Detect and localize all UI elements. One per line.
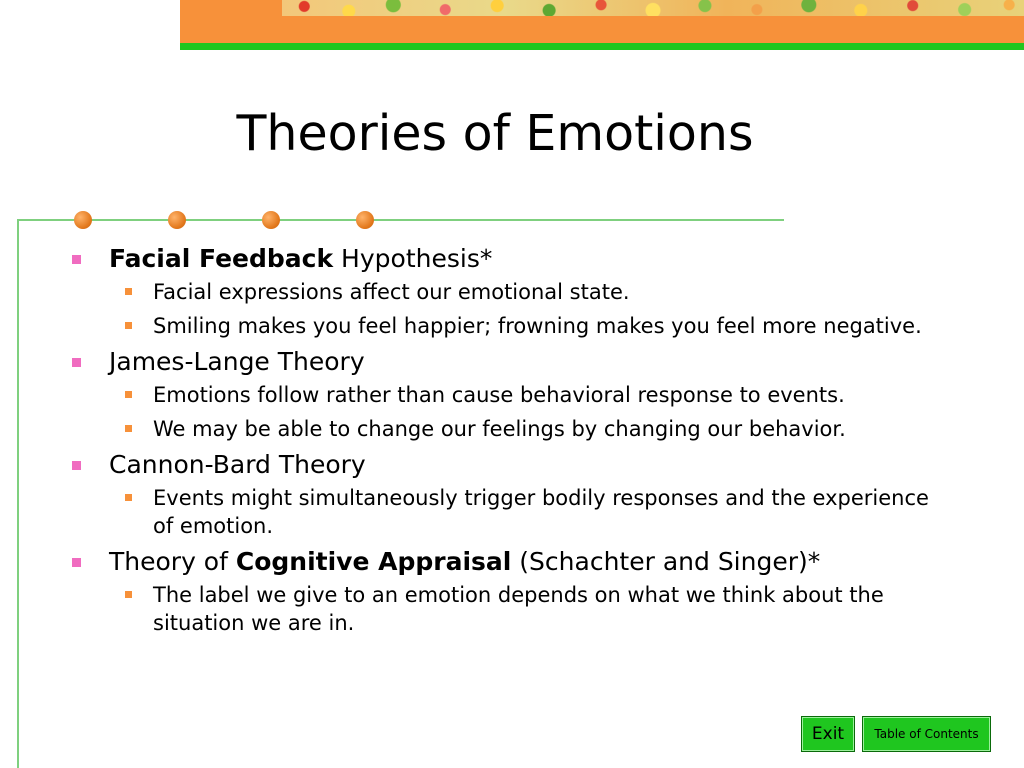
bullet-text: James-Lange Theory — [109, 347, 365, 376]
floral-strip — [282, 0, 1024, 16]
bullet-text: Cannon-Bard Theory — [109, 450, 366, 479]
sub-bullet: We may be able to change our feelings by changing our behavior. — [70, 415, 950, 443]
bullet-bold: Facial Feedback — [109, 244, 334, 273]
orange-dot — [262, 211, 280, 229]
exit-button[interactable]: Exit — [801, 716, 855, 752]
sub-bullet: Facial expressions affect our emotional state. — [70, 278, 950, 306]
bullet-cannon-bard — [70, 449, 950, 481]
bullet-bold: Cognitive Appraisal — [235, 547, 512, 576]
bullet-james-lange — [70, 346, 950, 378]
orange-dot — [168, 211, 186, 229]
sub-bullet: Events might simultaneously trigger bodily responses and the experience of emotion. — [70, 484, 950, 540]
top-green-stripe — [180, 43, 1024, 50]
horizontal-rule — [17, 219, 784, 221]
sub-bullet: Smiling makes you feel happier; frowning makes you feel more negative. — [70, 312, 950, 340]
vertical-rule — [17, 219, 19, 768]
bullet-cognitive-appraisal — [70, 546, 950, 578]
bullet-text: (Schachter and Singer)* — [511, 547, 821, 576]
slide-title: Theories of Emotions — [236, 105, 754, 162]
bullet-facial-feedback — [70, 243, 950, 275]
sub-bullet: Emotions follow rather than cause behavioral response to events. — [70, 381, 950, 409]
orange-dot — [356, 211, 374, 229]
sub-bullet: The label we give to an emotion depends on what we think about the situation we are in. — [70, 581, 950, 637]
bullet-prefix: Theory of — [109, 547, 236, 576]
orange-dot — [74, 211, 92, 229]
bullet-text: Hypothesis* — [333, 244, 493, 273]
table-of-contents-button[interactable]: Table of Contents — [862, 716, 991, 752]
bullet-list — [70, 243, 950, 643]
